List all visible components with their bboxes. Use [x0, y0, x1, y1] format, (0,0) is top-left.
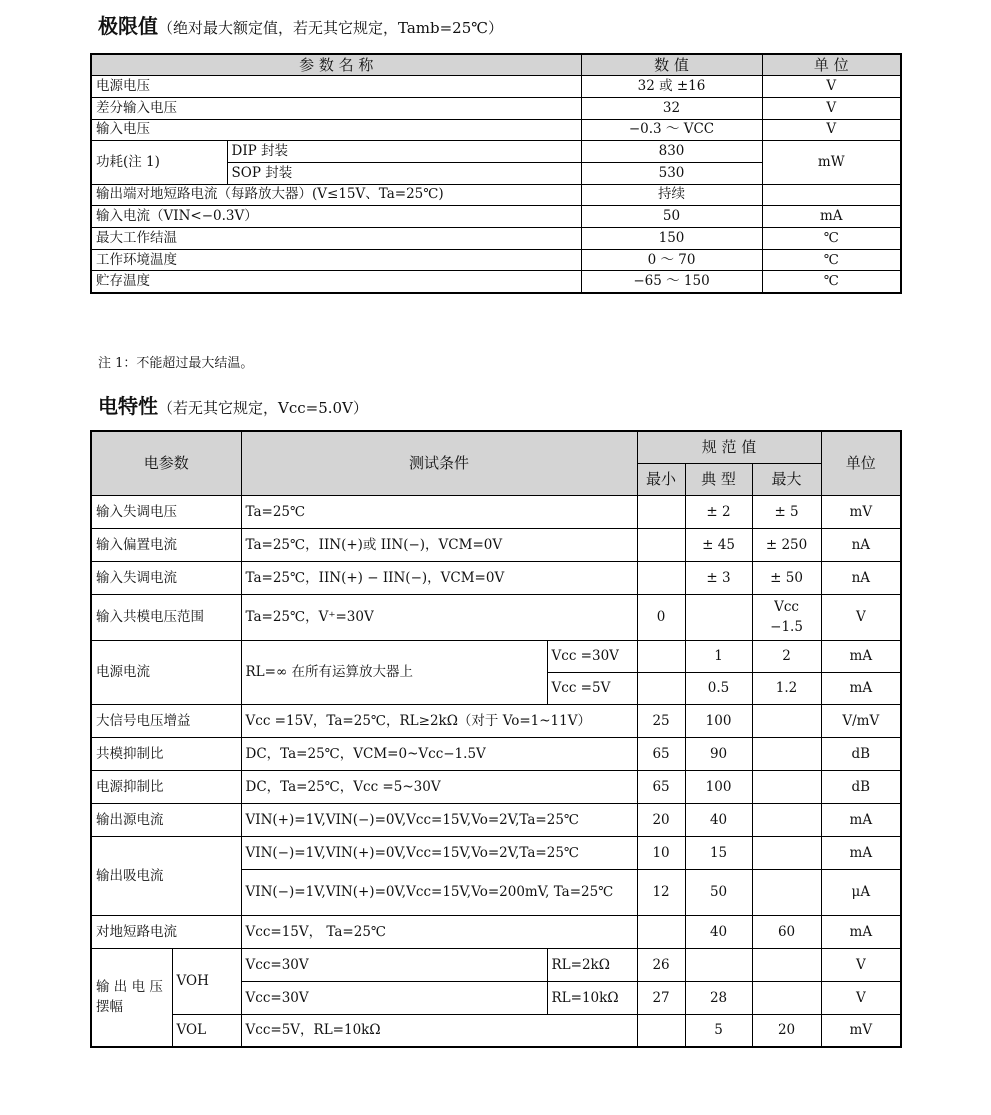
- cell-cond: Vcc=30V: [241, 948, 547, 981]
- cell-cond: Ta=25℃: [241, 495, 637, 528]
- cell-cond: VIN(−)=1V,VIN(+)=0V,Vcc=15V,Vo=2V,Ta=25℃: [241, 836, 637, 869]
- cell-param: 贮存温度: [91, 271, 581, 293]
- cell-value: 50: [581, 206, 762, 228]
- table-row: [91, 836, 901, 869]
- cell-param: 输出吸电流: [91, 836, 241, 915]
- cell-param: 输入失调电流: [91, 561, 241, 594]
- cell-typ: 28: [685, 981, 752, 1014]
- cell-unit: ℃: [762, 228, 901, 250]
- cell-unit: V: [821, 948, 901, 981]
- cell-unit: nA: [821, 528, 901, 561]
- header-param: 电参数: [91, 431, 241, 495]
- cell-cond: VIN(−)=1V,VIN(+)=0V,Vcc=15V,Vo=200mV, Ta=25℃: [241, 869, 637, 915]
- cell-unit: mV: [821, 1014, 901, 1047]
- table-row: [91, 184, 901, 206]
- cell-max: 2: [752, 640, 821, 672]
- header-unit: 单位: [821, 431, 901, 495]
- table-row: [91, 97, 901, 119]
- cell-unit: nA: [821, 561, 901, 594]
- cell-unit: [762, 184, 901, 206]
- cell-param: 对地短路电流: [91, 915, 241, 948]
- cell-typ: 90: [685, 737, 752, 770]
- cell-param: 输入电压: [91, 119, 581, 141]
- cell-unit: V: [821, 981, 901, 1014]
- cell-max: ± 5: [752, 495, 821, 528]
- cell-typ: ± 2: [685, 495, 752, 528]
- cell-unit: V: [762, 76, 901, 98]
- cell-typ: 15: [685, 836, 752, 869]
- cell-max: 20: [752, 1014, 821, 1047]
- header-min: 最小: [637, 463, 685, 495]
- table-row: [91, 704, 901, 737]
- cell-value: 32: [581, 97, 762, 119]
- cell-value: 150: [581, 228, 762, 250]
- table-row: [91, 803, 901, 836]
- electrical-title-text: 电特性: [98, 394, 158, 418]
- cell-param: 功耗(注 1): [91, 141, 227, 184]
- cell-min: [637, 495, 685, 528]
- cell-max: [752, 803, 821, 836]
- cell-min: 25: [637, 704, 685, 737]
- limits-title-text: 极限值: [98, 14, 158, 38]
- cell-value: −65 ～ 150: [581, 271, 762, 293]
- cell-unit: mA: [821, 672, 901, 704]
- table-row: [91, 206, 901, 228]
- cell-value: 0 ～ 70: [581, 249, 762, 271]
- cell-min: 65: [637, 770, 685, 803]
- cell-param: 输入电流（VIN<−0.3V）: [91, 206, 581, 228]
- cell-param: 输入共模电压范围: [91, 594, 241, 640]
- cell-cond: Vcc=30V: [241, 981, 547, 1014]
- cell-cond: RL=∞ 在所有运算放大器上: [241, 640, 547, 704]
- header-cond: 测试条件: [241, 431, 637, 495]
- cell-min: [637, 640, 685, 672]
- cell-param: 工作环境温度: [91, 249, 581, 271]
- cell-min: [637, 915, 685, 948]
- cell-unit: ℃: [762, 249, 901, 271]
- cell-max: [752, 770, 821, 803]
- cell-typ: 50: [685, 869, 752, 915]
- table-row: [91, 1014, 901, 1047]
- cell-unit: V: [762, 97, 901, 119]
- cell-subparam: SOP 封装: [227, 162, 581, 184]
- cell-cond: Vcc=15V， Ta=25℃: [241, 915, 637, 948]
- limits-table: [90, 53, 902, 294]
- cell-value: 530: [581, 162, 762, 184]
- cell-min: [637, 672, 685, 704]
- cell-max: Vcc −1.5: [752, 594, 821, 640]
- cell-cond: DC，Ta=25℃，Vcc =5~30V: [241, 770, 637, 803]
- cell-param: 输入偏置电流: [91, 528, 241, 561]
- cell-unit: mA: [821, 803, 901, 836]
- cell-typ: [685, 948, 752, 981]
- electrical-title: [98, 390, 368, 419]
- header-param: 参 数 名 称: [91, 54, 581, 76]
- cell-max: ± 250: [752, 528, 821, 561]
- cell-max: 60: [752, 915, 821, 948]
- header-value: 数 值: [581, 54, 762, 76]
- cell-param: 电源抑制比: [91, 770, 241, 803]
- cell-min: 27: [637, 981, 685, 1014]
- header-unit: 单 位: [762, 54, 901, 76]
- cell-subcond: RL=10kΩ: [547, 981, 637, 1014]
- cell-value: −0.3 ～ VCC: [581, 119, 762, 141]
- table-row: [91, 594, 901, 640]
- header-typ: 典 型: [685, 463, 752, 495]
- cell-value: 830: [581, 141, 762, 163]
- header-max: 最大: [752, 463, 821, 495]
- cell-min: 12: [637, 869, 685, 915]
- cell-unit: mW: [762, 141, 901, 184]
- cell-param: 电源电压: [91, 76, 581, 98]
- cell-cond: Vcc =15V，Ta=25℃，RL≥2kΩ（对于 Vo=1~11V）: [241, 704, 637, 737]
- table-row: [91, 770, 901, 803]
- cell-cond: VIN(+)=1V,VIN(−)=0V,Vcc=15V,Vo=2V,Ta=25℃: [241, 803, 637, 836]
- cell-subparam: VOH: [172, 948, 241, 1014]
- limits-subtitle: （绝对最大额定值，若无其它规定，Tamb=25℃）: [158, 19, 504, 37]
- cell-param: 共模抑制比: [91, 737, 241, 770]
- cell-unit: dB: [821, 737, 901, 770]
- cell-max: [752, 704, 821, 737]
- electrical-table: [90, 430, 902, 1048]
- cell-cond: DC，Ta=25℃，VCM=0~Vcc−1.5V: [241, 737, 637, 770]
- cell-typ: 100: [685, 704, 752, 737]
- cell-subparam: VOL: [172, 1014, 241, 1047]
- cell-typ: 0.5: [685, 672, 752, 704]
- cell-typ: 1: [685, 640, 752, 672]
- cell-param: 差分输入电压: [91, 97, 581, 119]
- cell-typ: 40: [685, 915, 752, 948]
- limits-title: [98, 10, 503, 39]
- cell-unit: mA: [821, 915, 901, 948]
- cell-subcond: RL=2kΩ: [547, 948, 637, 981]
- cell-min: 65: [637, 737, 685, 770]
- table-row: [91, 737, 901, 770]
- cell-param: 输出端对地短路电流（每路放大器）(V≤15V、Ta=25℃): [91, 184, 581, 206]
- electrical-header-row: [91, 431, 901, 463]
- cell-param: 输出源电流: [91, 803, 241, 836]
- cell-min: [637, 561, 685, 594]
- table-row: [91, 271, 901, 293]
- cell-unit: V: [762, 119, 901, 141]
- cell-unit: V/mV: [821, 704, 901, 737]
- cell-min: 10: [637, 836, 685, 869]
- cell-max: 1.2: [752, 672, 821, 704]
- cell-unit: mA: [821, 640, 901, 672]
- cell-max: [752, 981, 821, 1014]
- cell-max: [752, 869, 821, 915]
- table-row: [91, 119, 901, 141]
- cell-unit: ℃: [762, 271, 901, 293]
- cell-typ: 100: [685, 770, 752, 803]
- table-row: [91, 915, 901, 948]
- cell-cond: Ta=25℃，IIN(+)或 IIN(−)，VCM=0V: [241, 528, 637, 561]
- header-spec: 规 范 值: [637, 431, 821, 463]
- cell-min: 0: [637, 594, 685, 640]
- table-row: [91, 141, 901, 163]
- limits-header-row: [91, 54, 901, 76]
- cell-min: [637, 1014, 685, 1047]
- cell-unit: μA: [821, 869, 901, 915]
- table-row: [91, 228, 901, 250]
- cell-max: [752, 737, 821, 770]
- cell-param: 输入失调电压: [91, 495, 241, 528]
- table-row: [91, 76, 901, 98]
- cell-min: 26: [637, 948, 685, 981]
- cell-min: [637, 528, 685, 561]
- cell-typ: ± 45: [685, 528, 752, 561]
- cell-max: ± 50: [752, 561, 821, 594]
- cell-param: 电源电流: [91, 640, 241, 704]
- table-row: [91, 640, 901, 672]
- table-row: [91, 249, 901, 271]
- cell-max: [752, 948, 821, 981]
- cell-unit: mA: [821, 836, 901, 869]
- cell-unit: dB: [821, 770, 901, 803]
- cell-max: [752, 836, 821, 869]
- cell-param: 大信号电压增益: [91, 704, 241, 737]
- table-row: [91, 561, 901, 594]
- table-row: [91, 495, 901, 528]
- cell-subcond: Vcc =30V: [547, 640, 637, 672]
- cell-value: 持续: [581, 184, 762, 206]
- cell-cond: Ta=25℃，IIN(+) − IIN(−)，VCM=0V: [241, 561, 637, 594]
- cell-typ: [685, 594, 752, 640]
- cell-cond: Ta=25℃，V⁺=30V: [241, 594, 637, 640]
- cell-subcond: Vcc =5V: [547, 672, 637, 704]
- electrical-subtitle: （若无其它规定，Vcc=5.0V）: [158, 399, 368, 417]
- cell-typ: 40: [685, 803, 752, 836]
- cell-typ: 5: [685, 1014, 752, 1047]
- cell-param: 最大工作结温: [91, 228, 581, 250]
- cell-param: 输 出 电 压摆幅: [91, 948, 172, 1047]
- table-row: [91, 528, 901, 561]
- cell-subparam: DIP 封装: [227, 141, 581, 163]
- cell-min: 20: [637, 803, 685, 836]
- table-row: [91, 948, 901, 981]
- cell-cond: Vcc=5V，RL=10kΩ: [241, 1014, 637, 1047]
- cell-unit: mA: [762, 206, 901, 228]
- cell-unit: mV: [821, 495, 901, 528]
- cell-value: 32 或 ±16: [581, 76, 762, 98]
- limits-note: 注 1：不能超过最大结温。: [98, 356, 254, 371]
- cell-typ: ± 3: [685, 561, 752, 594]
- cell-unit: V: [821, 594, 901, 640]
